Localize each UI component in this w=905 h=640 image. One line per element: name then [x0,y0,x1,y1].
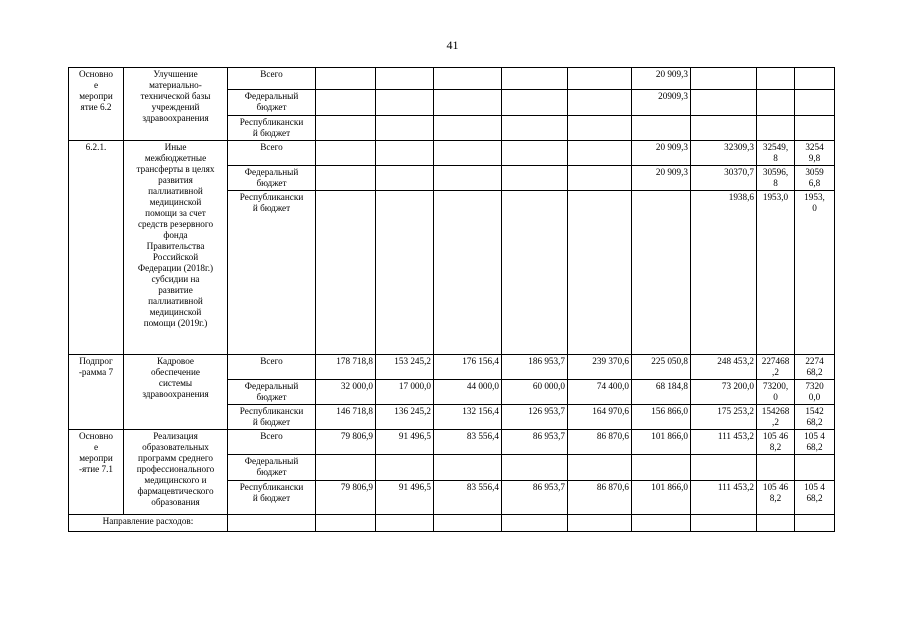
value-cell: 3254 9,8 [795,141,835,166]
value-cell [795,455,835,481]
table-row [69,355,835,380]
table-row [69,430,835,455]
value-cell [568,166,632,191]
value-cell: 32549, 8 [757,141,795,166]
row-name: Кадровое обеспечение системы здравоохранения [124,355,228,430]
empty-cell [228,515,316,532]
funding-source: Федеральный бюджет [228,455,316,481]
value-cell [691,455,757,481]
empty-cell [434,515,502,532]
funding-source: Республикански й бюджет [228,116,316,141]
value-cell [568,68,632,90]
value-cell [376,116,434,141]
value-cell: 7320 0,0 [795,380,835,405]
empty-cell [376,515,434,532]
value-cell: 1953,0 [757,191,795,355]
funding-source: Федеральный бюджет [228,90,316,116]
value-cell: 17 000,0 [376,380,434,405]
value-cell: 1938,6 [691,191,757,355]
value-cell: 101 866,0 [632,481,691,515]
value-cell: 153 245,2 [376,355,434,380]
row-code: Основно е меропри ятие 6.2 [69,68,124,141]
value-cell [434,166,502,191]
value-cell [502,90,568,116]
empty-cell [316,515,376,532]
value-cell: 176 156,4 [434,355,502,380]
value-cell [632,455,691,481]
value-cell: 105 46 8,2 [757,481,795,515]
value-cell [502,455,568,481]
value-cell [568,90,632,116]
value-cell: 30596, 8 [757,166,795,191]
funding-source: Федеральный бюджет [228,166,316,191]
value-cell: 74 400,0 [568,380,632,405]
value-cell [316,166,376,191]
value-cell: 105 46 8,2 [757,430,795,455]
value-cell [316,68,376,90]
value-cell [316,455,376,481]
value-cell: 146 718,8 [316,405,376,430]
value-cell: 1542 68,2 [795,405,835,430]
value-cell [434,141,502,166]
value-cell [434,68,502,90]
funding-source: Республикански й бюджет [228,405,316,430]
value-cell: 1953, 0 [795,191,835,355]
value-cell [376,191,434,355]
empty-cell [568,515,632,532]
value-cell: 83 556,4 [434,481,502,515]
value-cell: 132 156,4 [434,405,502,430]
funding-source: Республикански й бюджет [228,481,316,515]
value-cell: 2274 68,2 [795,355,835,380]
funding-source: Всего [228,430,316,455]
value-cell [502,68,568,90]
value-cell: 111 453,2 [691,481,757,515]
expense-direction-label: Направление расходов: [69,515,228,532]
value-cell: 79 806,9 [316,481,376,515]
value-cell [632,116,691,141]
budget-table [68,67,835,532]
value-cell: 3059 6,8 [795,166,835,191]
value-cell [691,68,757,90]
value-cell [316,90,376,116]
value-cell: 73 200,0 [691,380,757,405]
value-cell [434,455,502,481]
row-code: Подпрог -рамма 7 [69,355,124,430]
funding-source: Всего [228,68,316,90]
value-cell [502,116,568,141]
value-cell: 60 000,0 [502,380,568,405]
value-cell: 111 453,2 [691,430,757,455]
value-cell [757,455,795,481]
value-cell [691,116,757,141]
value-cell: 44 000,0 [434,380,502,405]
value-cell: 178 718,8 [316,355,376,380]
empty-cell [795,515,835,532]
value-cell [376,68,434,90]
value-cell [434,90,502,116]
value-cell: 154268 ,2 [757,405,795,430]
value-cell [316,141,376,166]
value-cell [502,166,568,191]
value-cell: 86 953,7 [502,481,568,515]
value-cell [757,90,795,116]
value-cell: 248 453,2 [691,355,757,380]
row-name: Иные межбюджетные трансферты в целях развития паллиативной медицинской помощи за счет средств резервного фонда Правительства Российской Федерации (2018г.) субсидии на развитие паллиативной медицинской помощи (2019г.) [124,141,228,355]
value-cell: 30370,7 [691,166,757,191]
value-cell [691,90,757,116]
value-cell: 101 866,0 [632,430,691,455]
value-cell: 32309,3 [691,141,757,166]
value-cell: 105 4 68,2 [795,430,835,455]
value-cell [795,116,835,141]
page-number: 41 [446,38,459,52]
funding-source: Всего [228,355,316,380]
value-cell: 86 870,6 [568,430,632,455]
value-cell: 68 184,8 [632,380,691,405]
value-cell [316,191,376,355]
empty-cell [632,515,691,532]
row-name: Улучшение материально- технической базы учреждений здравоохранения [124,68,228,141]
table-row [69,141,835,166]
value-cell [376,455,434,481]
value-cell: 175 253,2 [691,405,757,430]
value-cell [568,191,632,355]
value-cell: 20 909,3 [632,68,691,90]
value-cell [632,191,691,355]
value-cell: 86 953,7 [502,430,568,455]
value-cell: 79 806,9 [316,430,376,455]
value-cell [316,116,376,141]
value-cell [757,116,795,141]
funding-source: Республикански й бюджет [228,191,316,355]
value-cell [434,116,502,141]
value-cell [376,90,434,116]
row-code: Основно е меропри -ятие 7.1 [69,430,124,515]
value-cell: 83 556,4 [434,430,502,455]
table-body [69,68,835,532]
value-cell [376,141,434,166]
value-cell: 32 000,0 [316,380,376,405]
value-cell: 20 909,3 [632,166,691,191]
row-name: Реализация образовательных программ среднего профессионального медицинского и фармацевтического образования [124,430,228,515]
value-cell [795,68,835,90]
value-cell [502,141,568,166]
value-cell [568,455,632,481]
empty-cell [691,515,757,532]
row-code: 6.2.1. [69,141,124,355]
value-cell [795,90,835,116]
value-cell: 91 496,5 [376,430,434,455]
value-cell: 91 496,5 [376,481,434,515]
value-cell: 225 050,8 [632,355,691,380]
value-cell [568,116,632,141]
value-cell: 20 909,3 [632,141,691,166]
value-cell: 126 953,7 [502,405,568,430]
value-cell: 136 245,2 [376,405,434,430]
value-cell [757,68,795,90]
value-cell: 156 866,0 [632,405,691,430]
value-cell [568,141,632,166]
value-cell: 20909,3 [632,90,691,116]
value-cell: 186 953,7 [502,355,568,380]
table-row [69,515,835,532]
table-row [69,68,835,90]
empty-cell [502,515,568,532]
value-cell: 105 4 68,2 [795,481,835,515]
value-cell: 239 370,6 [568,355,632,380]
value-cell [434,191,502,355]
funding-source: Федеральный бюджет [228,380,316,405]
value-cell: 73200, 0 [757,380,795,405]
value-cell: 86 870,6 [568,481,632,515]
funding-source: Всего [228,141,316,166]
value-cell: 227468 ,2 [757,355,795,380]
value-cell [376,166,434,191]
empty-cell [757,515,795,532]
value-cell: 164 970,6 [568,405,632,430]
value-cell [502,191,568,355]
